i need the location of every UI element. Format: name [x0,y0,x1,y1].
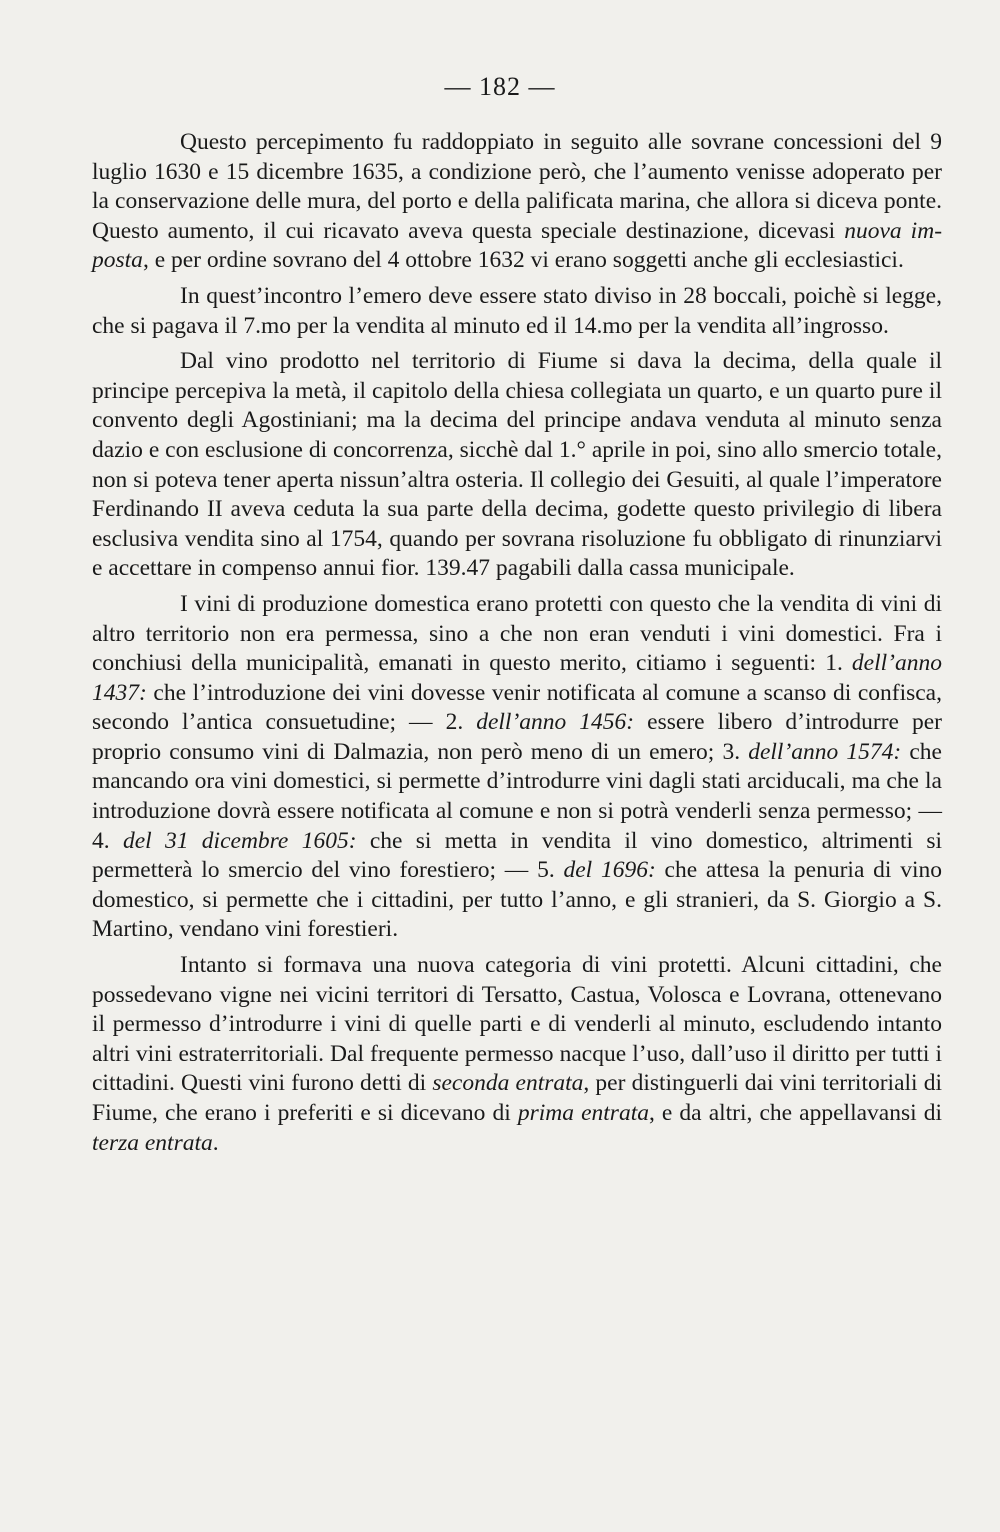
page-number: — 182 — [444,72,556,101]
italic-phrase: terza entrata [92,1129,213,1156]
text-run: , e per ordine sovrano del 4 ottobre 1632 vi erano soggetti anche gli ecclesiastici. [142,247,904,274]
italic-phrase: prima entrata [517,1100,649,1126]
italic-phrase: seconda entrata [432,1070,584,1097]
text-run: Dal vino prodotto nel territorio di Fiume si dava la decima, della quale il principe percepiva la metà, il capitolo della chiesa collegiata un quarto, e un quarto pure il convento degli Agostiniani; ma la decima del principe andava venduta al minuto senza dazio e con esclusione di concorrenza, sicchè dal 1.° aprile in poi, sino allo smercio totale, non si poteva tener aperta nissun’altra osteria. Il collegio dei Gesuiti, al quale l’imperatore Ferdinando II aveva ceduta la sua parte della decima, godette questo privilegio di libera esclusiva vendita sino al 1754, quando per sovrana risoluzione fu obbligato di rinunziarvi e accettare in compenso annui fior. 139.47 pagabili dalla cassa municipale. [92,348,942,582]
italic-phrase: nuova imposta [92,217,943,274]
text-run: che l’introduzione dei vini dovesse venir notificata al comune a scanso di confisca, secondo l’antica consuetudine; — 2. [92,679,942,736]
italic-phrase: dell’anno 1456: [476,709,635,736]
italic-phrase: del 31 dicembre 1605: [122,827,357,854]
text-run: Questo percepimento fu raddoppiato in seguito alle sovrane concessioni del 9 luglio 1630 e 15 dicembre 1635, a condizione però, che l’aumento venisse adoperato per la conservazione delle mura, del porto e della palificata marina, che allora si diceva ponte. Questo aumento, il cui ricavato aveva questa speciale destinazione, dicevasi [92,129,942,244]
body-text [92,128,942,1158]
text-run: I vini di produzione domestica erano protetti con questo che la vendita di vini di altro territorio non era permessa, sino a che non eran venduti i vini domestici. Fra i conchiusi della municipalità, emanati in questo merito, citiamo i seguenti: 1. [92,590,942,677]
italic-phrase: dell’anno 1574: [748,738,902,765]
text-run: , e da altri, che appellavansi di [648,1100,942,1126]
italic-phrase: del 1696: [563,857,656,884]
text-run: che si metta in vendita il vino domestico, altrimenti si permetterà lo smercio del vino forestiero; — 5. [92,827,942,884]
paragraph [92,128,942,276]
text-run: essere libero d’introdurre per proprio consumo vini di Dalmazia, non però meno di un emero; 3. [92,709,942,765]
text-run: che attesa la penuria di vino domestico, si permette che i cittadini, per tutto l’anno, e gli stranieri, da S. Giorgio a S. Martino, vendano vini forestieri. [92,857,942,943]
text-run: . [212,1129,219,1156]
text-run: che mancando ora vini domestici, si permette d’introdurre vini dagli stati arciducali, ma che la introduzione dovrà essere notificata al comune e non si potrà venderli senza permesso; — 4. [92,738,942,854]
italic-phrase: dell’anno 1437: [92,650,942,706]
paragraph [92,590,942,945]
text-run: In quest’incontro l’emero deve essere stato diviso in 28 boccali, poichè si legge, che si pagava il 7.mo per la vendita al minuto ed il 14.mo per la vendita all’ingrosso. [92,282,942,339]
paragraph [92,282,942,341]
paragraph [92,347,942,584]
text-run: Intanto si formava una nuova categoria di vini protetti. Alcuni cittadini, che possedevano vigne nei vicini territori di Tersatto, Castua, Volosca e Lovrana, ottenevano il permesso d’introdurre i vini di quelle parti e di venderli al minuto, escludendo intanto altri vini estraterritoriali. Dal frequente permesso nacque l’uso, dall’uso il diritto per tutti i cittadini. Questi vini furono detti di [92,952,942,1097]
text-run: , per distinguerli dai vini territoriali di Fiume, che erano i preferiti e si dicevano di [92,1070,943,1126]
paragraph [92,951,942,1158]
